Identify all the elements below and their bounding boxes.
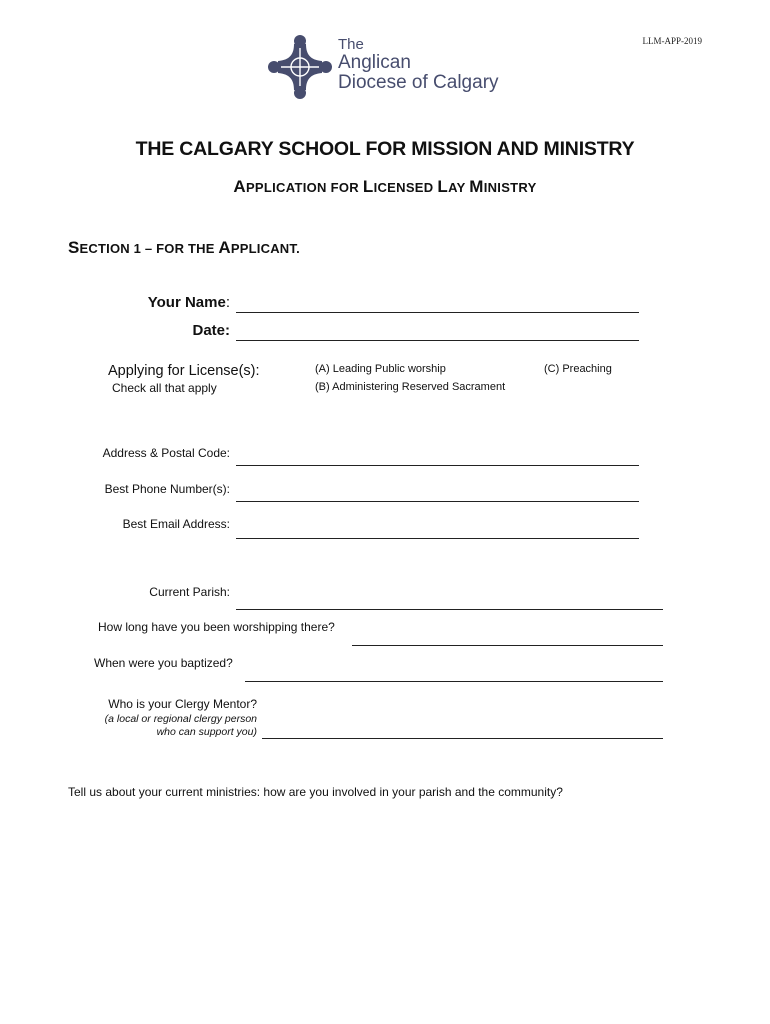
- parish-label: Current Parish:: [149, 585, 230, 599]
- date-field[interactable]: [236, 340, 639, 341]
- applying-hint: Check all that apply: [112, 381, 217, 395]
- date-label: [192, 322, 230, 339]
- applying-label: Applying for License(s):: [108, 363, 260, 379]
- subtitle-rest-4: INISTRY: [483, 180, 537, 195]
- license-option-a[interactable]: (A) Leading Public worship: [315, 363, 446, 375]
- license-option-c[interactable]: (C) Preaching: [544, 363, 612, 375]
- address-label: Address & Postal Code:: [102, 446, 230, 460]
- subtitle-rest-1: PPLICATION FOR: [245, 180, 363, 195]
- your-name-field[interactable]: [236, 312, 639, 313]
- phone-field[interactable]: [236, 501, 639, 502]
- subtitle-cap-1: A: [233, 177, 246, 196]
- section-rest-1: ECTION 1 – FOR THE: [79, 241, 219, 256]
- how-long-field[interactable]: [352, 645, 663, 646]
- subtitle-cap-4: M: [469, 177, 484, 196]
- subtitle-rest-2: ICENSED: [373, 180, 438, 195]
- form-subtitle: [0, 177, 770, 197]
- section-heading: [68, 238, 300, 258]
- mentor-field[interactable]: [262, 738, 663, 739]
- email-label: Best Email Address:: [122, 517, 230, 531]
- ministries-question: Tell us about your current ministries: how are you involved in your parish and the community?: [68, 785, 563, 799]
- ministries-answer-area[interactable]: [68, 805, 668, 995]
- subtitle-rest-3: AY: [448, 180, 470, 195]
- baptized-field[interactable]: [245, 681, 663, 682]
- mentor-label: Who is your Clergy Mentor?: [108, 697, 257, 711]
- celtic-cross-icon: [268, 34, 332, 100]
- your-name-label-text: Your Name: [147, 294, 226, 311]
- document-code: LLM-APP-2019: [642, 36, 702, 46]
- baptized-label: When were you baptized?: [94, 656, 233, 670]
- logo-line-2: Anglican: [338, 52, 411, 73]
- page-title: THE CALGARY SCHOOL FOR MISSION AND MINISTRY: [135, 138, 635, 160]
- mentor-hint-2: who can support you): [156, 726, 257, 738]
- subtitle-cap-3: L: [437, 177, 449, 196]
- diocese-logo-text: [338, 37, 499, 93]
- mentor-hint-1: (a local or regional clergy person: [104, 713, 257, 725]
- section-rest-2: PPLICANT.: [230, 241, 300, 256]
- address-field[interactable]: [236, 465, 639, 466]
- logo-line-1: The: [338, 36, 364, 53]
- section-cap-2: A: [218, 238, 231, 257]
- phone-label: Best Phone Number(s):: [104, 482, 230, 496]
- section-cap-1: S: [68, 238, 80, 257]
- your-name-label: Your Name:: [147, 294, 230, 311]
- email-field[interactable]: [236, 538, 639, 539]
- subtitle-cap-2: L: [362, 177, 374, 196]
- parish-field[interactable]: [236, 609, 663, 610]
- date-label-text: Date:: [192, 322, 230, 339]
- license-option-b[interactable]: (B) Administering Reserved Sacrament: [315, 381, 506, 393]
- logo-line-3: Diocese of Calgary: [338, 72, 499, 93]
- how-long-label: How long have you been worshipping there?: [98, 620, 335, 634]
